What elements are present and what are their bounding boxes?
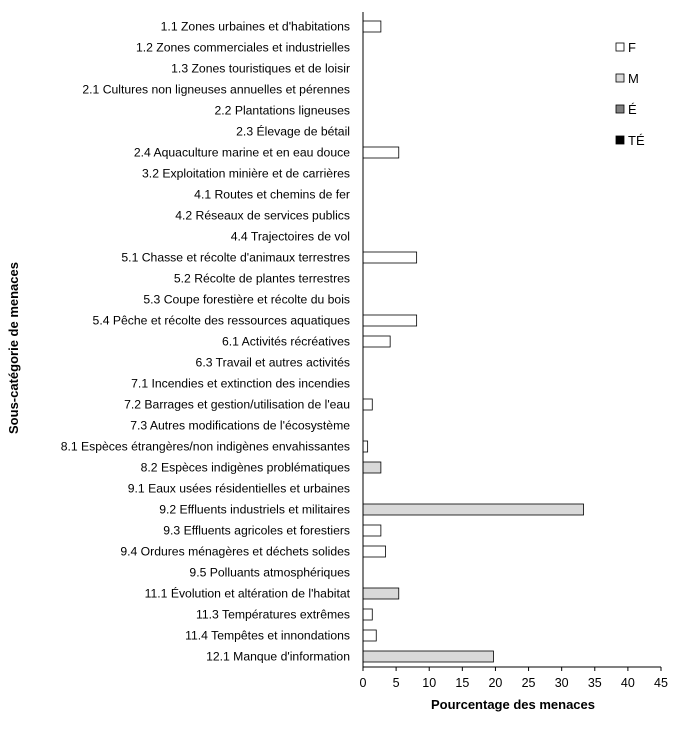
bar <box>363 21 381 32</box>
bar <box>363 336 390 347</box>
category-label: 2.2 Plantations ligneuses <box>214 103 350 118</box>
category-label: 7.1 Incendies et extinction des incendies <box>131 376 350 391</box>
category-label: 8.1 Espèces étrangères/non indigènes envahissantes <box>60 439 350 454</box>
x-tick-label: 5 <box>392 676 400 690</box>
category-label: 11.4 Tempêtes et innondations <box>185 628 350 643</box>
legend-swatch <box>616 43 624 51</box>
bar <box>363 525 381 536</box>
bar <box>363 504 584 515</box>
category-label: 8.2 Espèces indigènes problématiques <box>140 460 350 475</box>
category-label: 2.1 Cultures non ligneuses annuelles et pérennes <box>82 82 350 97</box>
category-labels <box>61 20 351 664</box>
category-label: 7.2 Barrages et gestion/utilisation de l'eau <box>124 397 350 412</box>
x-axis-title: Pourcentage des menaces <box>430 697 596 712</box>
category-label: 4.1 Routes et chemins de fer <box>194 187 350 202</box>
category-label: 12.1 Manque d'information <box>206 649 350 664</box>
legend-swatch <box>616 105 624 113</box>
bars-group <box>363 21 584 662</box>
bar <box>363 609 372 620</box>
category-label: 7.3 Autres modifications de l'écosystème <box>130 418 350 433</box>
category-label: 9.4 Ordures ménagères et déchets solides <box>120 544 350 559</box>
category-label: 5.4 Pêche et récolte des ressources aquatiques <box>92 313 350 328</box>
category-label: 5.1 Chasse et récolte d'animaux terrestres <box>121 250 350 265</box>
bar <box>363 315 417 326</box>
category-label: 3.2 Exploitation minière et de carrières <box>142 166 350 181</box>
bar <box>363 147 399 158</box>
category-label: 1.3 Zones touristiques et de loisir <box>171 61 350 76</box>
x-tick-label: 45 <box>654 676 668 690</box>
x-tick-label: 20 <box>488 676 503 690</box>
category-label: 5.3 Coupe forestière et récolte du bois <box>143 292 350 307</box>
x-tick-label: 15 <box>455 676 470 690</box>
legend-label: F <box>628 40 636 55</box>
category-label: 11.3 Températures extrêmes <box>196 607 350 622</box>
category-label: 2.3 Élevage de bétail <box>236 124 350 139</box>
x-tick-label: 35 <box>587 676 602 690</box>
bar <box>363 651 493 662</box>
x-tick-label: 30 <box>554 676 569 690</box>
bar <box>363 399 372 410</box>
category-label: 6.3 Travail et autres activités <box>195 355 350 370</box>
category-label: 5.2 Récolte de plantes terrestres <box>173 271 350 286</box>
category-label: 9.5 Polluants atmosphériques <box>189 565 350 580</box>
legend-swatch <box>616 74 624 82</box>
category-label: 9.3 Effluents agricoles et forestiers <box>163 523 350 538</box>
x-tick-label: 25 <box>521 676 536 690</box>
bar <box>363 546 386 557</box>
category-label: 6.1 Activités récréatives <box>221 334 350 349</box>
x-tick-label: 0 <box>359 676 367 690</box>
category-label: 4.4 Trajectoires de vol <box>230 229 350 244</box>
category-label: 1.2 Zones commerciales et industrielles <box>135 40 350 55</box>
legend-label: M <box>628 71 639 86</box>
x-ticks <box>360 667 668 690</box>
category-label: 4.2 Réseaux de services publics <box>175 208 350 223</box>
category-label: 1.1 Zones urbaines et d'habitations <box>160 19 350 34</box>
category-label: 9.2 Effluents industriels et militaires <box>159 502 350 517</box>
y-axis-title: Sous-catégorie de menaces <box>6 262 21 434</box>
legend-label: É <box>628 102 637 117</box>
x-tick-label: 40 <box>620 676 635 690</box>
bar <box>363 588 399 599</box>
legend-label: TÉ <box>628 133 645 148</box>
legend-swatch <box>616 136 624 144</box>
category-label: 11.1 Évolution et altération de l'habitat <box>144 586 350 601</box>
bar <box>363 462 381 473</box>
bar <box>363 252 417 263</box>
bar <box>363 630 376 641</box>
legend <box>616 40 645 148</box>
category-label: 2.4 Aquaculture marine et en eau douce <box>133 145 350 160</box>
x-tick-label: 10 <box>422 676 437 690</box>
bar <box>363 441 368 452</box>
category-label: 9.1 Eaux usées résidentielles et urbaines <box>127 481 350 496</box>
